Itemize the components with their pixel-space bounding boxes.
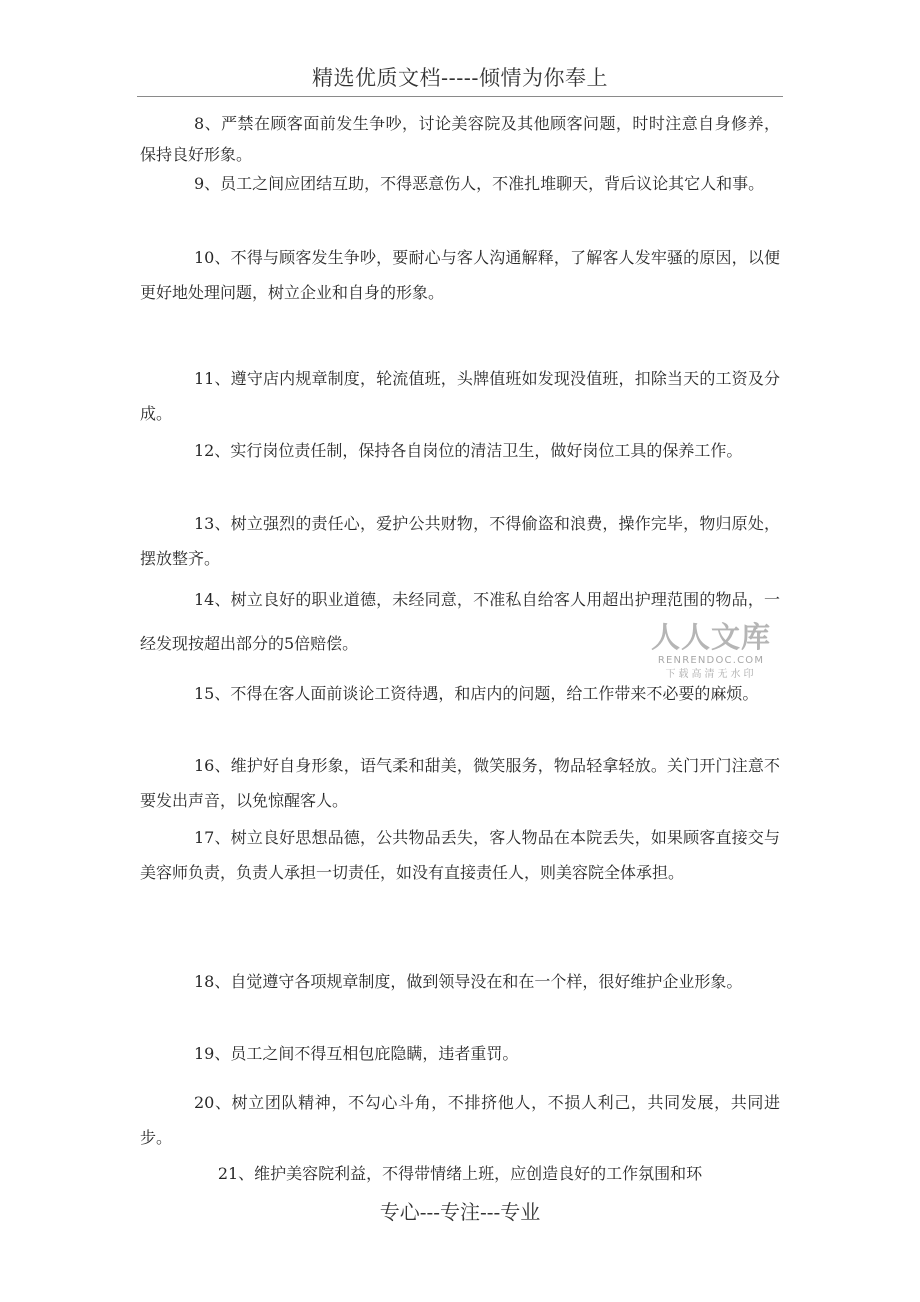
rule-item-12: 12、实行岗位责任制，保持各自岗位的清洁卫生，做好岗位工具的保养工作。 [194,441,743,460]
watermark-subtitle: 下载高清无水印 [665,669,757,680]
page-header: 精选优质文档-----倾情为你奉上 [312,66,608,90]
rule-item-9: 9、员工之间应团结互助，不得恶意伤人，不准扎堆聊天，背后议论其它人和事。 [194,174,765,193]
header-divider [137,96,783,97]
rule-item-8: 8、严禁在顾客面前发生争吵，讨论美容院及其他顾客问题，时时注意自身修养，保持良好形象。 [140,114,780,164]
watermark-title: 人人文库 [650,620,771,654]
rule-item-21: 21、维护美容院利益，不得带情绪上班，应创造良好的工作氛围和环 [217,1164,703,1183]
rule-item-20: 20、树立团队精神，不勾心斗角，不排挤他人，不损人利己，共同发展，共同进步。 [140,1093,780,1147]
rule-item-10: 10、不得与顾客发生争吵，要耐心与客人沟通解释，了解客人发牢骚的原因，以便更好地处理问题，树立企业和自身的形象。 [140,248,780,302]
rule-item-18: 18、自觉遵守各项规章制度，做到领导没在和在一个样，很好维护企业形象。 [194,972,743,991]
rule-item-13: 13、树立强烈的责任心，爱护公共财物，不得偷盗和浪费，操作完毕，物归原处，摆放整齐。 [140,514,780,568]
watermark-domain: RENRENDOC.COM [657,655,765,666]
page-footer: 专心---专注---专业 [379,1200,541,1224]
rule-item-11: 11、遵守店内规章制度，轮流值班，头牌值班如发现没值班，扣除当天的工资及分成。 [140,369,780,423]
rule-item-15: 15、不得在客人面前谈论工资待遇，和店内的问题，给工作带来不必要的麻烦。 [194,684,759,703]
rule-item-16: 16、维护好自身形象，语气柔和甜美，微笑服务，物品轻拿轻放。关门开门注意不要发出声音，以免惊醒客人。 [140,756,780,810]
rule-item-17: 17、树立良好思想品德，公共物品丢失，客人物品在本院丢失，如果顾客直接交与美容师负责，负责人承担一切责任，如没有直接责任人，则美容院全体承担。 [140,828,780,882]
rule-item-14: 14、树立良好的职业道德，未经同意，不准私自给客人用超出护理范围的物品，一经发现按超出部分的5倍赔偿。 [140,590,780,653]
rule-item-19: 19、员工之间不得互相包庇隐瞒，违者重罚。 [194,1044,519,1063]
watermark-logo [646,620,776,682]
